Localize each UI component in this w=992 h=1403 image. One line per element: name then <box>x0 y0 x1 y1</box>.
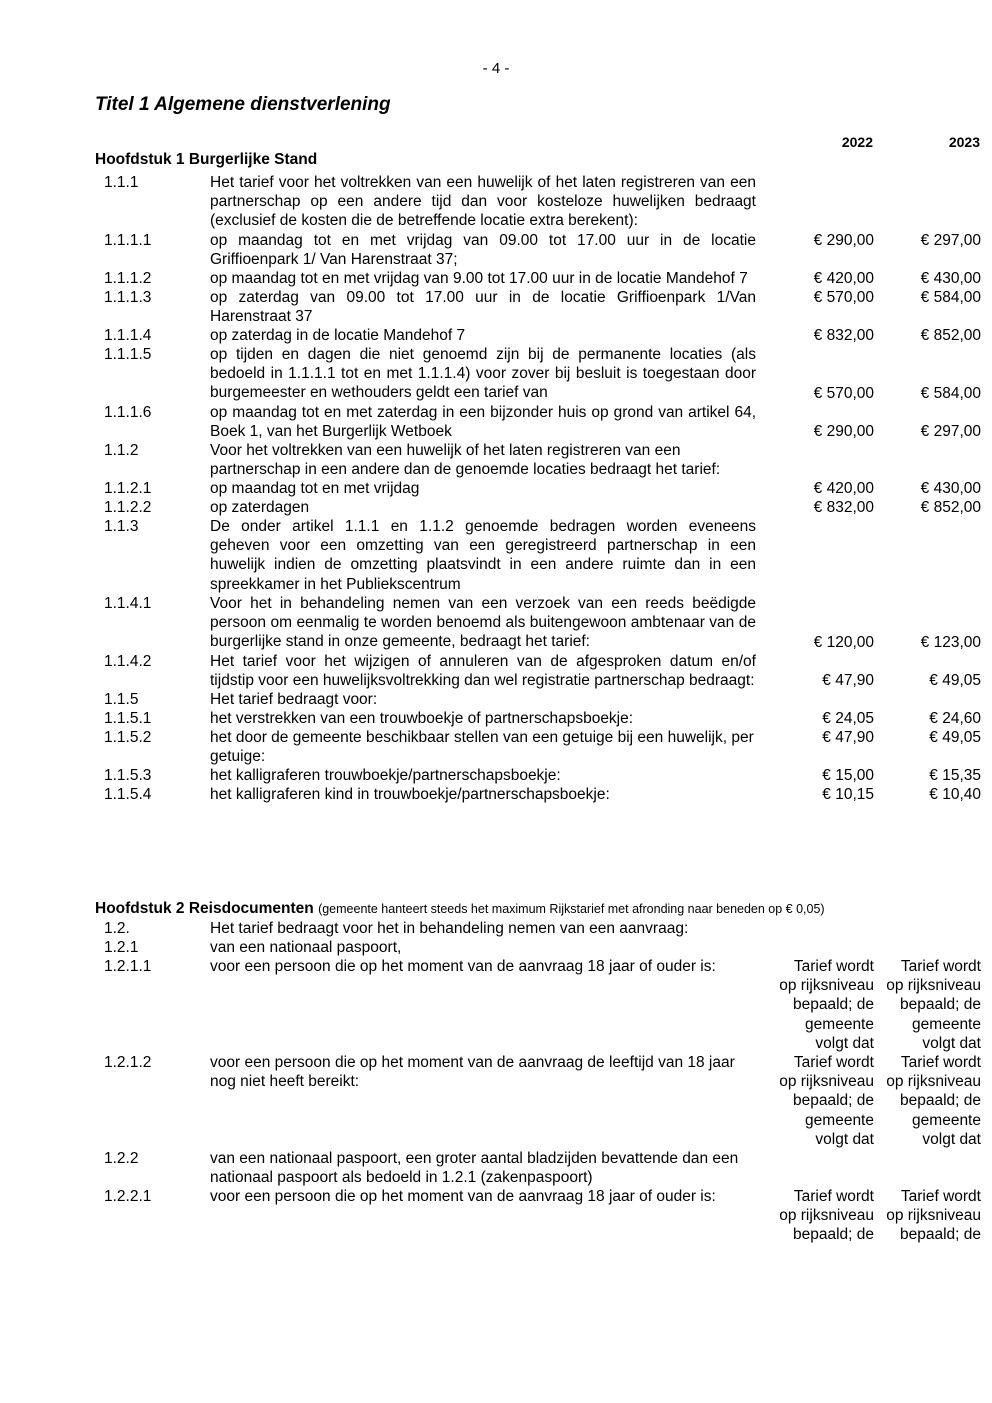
tariff-2022: € 120,00 <box>813 633 874 651</box>
tariff-2023: Tarief wordt op rijksniveau bepaald; de gemeente volgt dat <box>886 958 981 1052</box>
article-number: 1.1.4.2 <box>104 653 152 670</box>
tariff-2022: € 420,00 <box>813 270 874 287</box>
article-text: op zaterdagen <box>210 499 310 516</box>
chapter-1-table <box>0 173 992 804</box>
chapter-1-heading: Hoofdstuk 1 Burgerlijke Stand <box>95 151 318 168</box>
tariff-2022: € 570,00 <box>813 384 874 402</box>
tariff-2023: € 24,60 <box>929 710 981 727</box>
tariff-row <box>0 345 992 403</box>
article-text: De onder artikel 1.1.1 en 1.1.2 genoemde bedragen worden eveneens geheven voor een omzetting van een geregistreerd partnerschap in een huwelijk indien de omzetting plaatsvindt in een andere ruimte dan in een spreekkamer in het Publiekscentrum <box>210 518 756 593</box>
article-number: 1.1.2 <box>104 442 139 459</box>
article-number: 1.2. <box>104 920 130 937</box>
article-text: Het tarief bedraagt voor het in behandeling nemen van een aanvraag: <box>210 920 689 937</box>
article-text: op maandag tot en met vrijdag van 9.00 tot 17.00 uur in de locatie Mandehof 7 <box>210 270 748 287</box>
tariff-2023: € 584,00 <box>920 289 981 306</box>
tariff-2022: € 15,00 <box>822 767 874 784</box>
tariff-row <box>0 1053 992 1149</box>
tariff-row <box>0 173 992 231</box>
tariff-row <box>0 919 992 938</box>
article-number: 1.1.1.4 <box>104 327 152 344</box>
article-text: op zaterdag van 09.00 tot 17.00 uur in de locatie Griffioenpark 1/Van Harenstraat 37 <box>210 289 756 326</box>
tariff-row <box>0 766 992 785</box>
article-number: 1.2.2 <box>104 1150 139 1167</box>
article-number: 1.2.2.1 <box>104 1188 152 1205</box>
article-number: 1.1.1.2 <box>104 270 152 287</box>
tariff-2023: Tarief wordt op rijksniveau bepaald; de gemeente volgt dat <box>886 1054 981 1148</box>
tariff-2022: € 47,90 <box>822 671 874 689</box>
tariff-row <box>0 269 992 288</box>
chapter-2-title: Hoofdstuk 2 Reisdocumenten <box>95 900 314 917</box>
article-number: 1.1.5.2 <box>104 729 152 746</box>
article-number: 1.1.1.6 <box>104 404 152 421</box>
tariff-2022: € 24,05 <box>822 710 874 727</box>
tariff-row <box>0 403 992 441</box>
tariff-2023: € 584,00 <box>920 384 981 402</box>
tariff-2023: € 430,00 <box>920 480 981 497</box>
tariff-2023: Tarief wordt op rijksniveau bepaald; de <box>886 1188 981 1244</box>
article-number: 1.2.1.2 <box>104 1054 152 1071</box>
tariff-2022: € 832,00 <box>813 327 874 344</box>
tariff-row <box>0 441 992 479</box>
article-text: het kalligraferen kind in trouwboekje/partnerschapsboekje: <box>210 786 610 803</box>
chapter-2-heading <box>95 900 825 918</box>
chapter-2-table <box>0 919 992 1245</box>
article-text: voor een persoon die op het moment van de aanvraag de leeftijd van 18 jaar nog niet heeft bereikt: <box>210 1054 735 1091</box>
article-number: 1.1.4.1 <box>104 595 152 612</box>
year-header-2023: 2023 <box>948 134 980 150</box>
tariff-2022: Tarief wordt op rijksniveau bepaald; de gemeente volgt dat <box>779 1054 874 1148</box>
article-text: Voor het in behandeling nemen van een verzoek van een reeds beëdigde persoon om eenmalig te worden benoemd als buitengewoon ambtenaar van de burgerlijke stand in onze gemeente, bedraagt het tarief: <box>210 595 756 651</box>
tariff-2023: € 852,00 <box>920 327 981 344</box>
article-text: Het tarief voor het voltrekken van een huwelijk of het laten registreren van een partnerschap op een andere tijd dan voor kosteloze huwelijken bedraagt (exclusief de kosten die de betreffende locatie extra berekent): <box>210 174 756 230</box>
article-text: voor een persoon die op het moment van de aanvraag 18 jaar of ouder is: <box>210 958 716 975</box>
tariff-2023: € 10,40 <box>929 786 981 803</box>
article-number: 1.1.5.1 <box>104 710 152 727</box>
tariff-2023: € 49,05 <box>929 671 981 689</box>
article-number: 1.1.2.1 <box>104 480 152 497</box>
tariff-row <box>0 728 992 766</box>
article-number: 1.1.5.3 <box>104 767 152 784</box>
article-text: op maandag tot en met vrijdag van 09.00 tot 17.00 uur in de locatie Griffioenpark 1/ Van Harenstraat 37; <box>210 232 756 269</box>
tariff-2023: € 297,00 <box>920 232 981 249</box>
page-title: Titel 1 Algemene dienstverlening <box>95 94 391 115</box>
tariff-row <box>0 1187 992 1245</box>
tariff-2023: € 15,35 <box>929 767 981 784</box>
tariff-row <box>0 479 992 498</box>
article-text: het door de gemeente beschikbaar stellen van een getuige bij een huwelijk, per getuige: <box>210 729 754 766</box>
tariff-2022: Tarief wordt op rijksniveau bepaald; de gemeente volgt dat <box>779 958 874 1052</box>
article-number: 1.2.1 <box>104 939 139 956</box>
tariff-2023: € 123,00 <box>920 633 981 651</box>
article-text: van een nationaal paspoort, een groter aantal bladzijden bevattende dan een nationaal paspoort als bedoeld in 1.2.1 (zakenpaspoort) <box>210 1150 739 1187</box>
article-text: Het tarief voor het wijzigen of annuleren van de afgesproken datum en/of tijdstip voor een huwelijksvoltrekking dan wel registratie partnerschap bedraagt: <box>210 653 756 690</box>
tariff-row <box>0 938 992 957</box>
article-text: voor een persoon die op het moment van de aanvraag 18 jaar of ouder is: <box>210 1188 716 1205</box>
tariff-2022: € 420,00 <box>813 480 874 497</box>
tariff-row <box>0 594 992 652</box>
article-number: 1.2.1.1 <box>104 958 152 975</box>
article-text: het verstrekken van een trouwboekje of partnerschapsboekje: <box>210 710 634 727</box>
article-number: 1.1.1.3 <box>104 289 152 306</box>
article-number: 1.1.2.2 <box>104 499 152 516</box>
tariff-row <box>0 957 992 1053</box>
tariff-row <box>0 288 992 326</box>
article-text: het kalligraferen trouwboekje/partnerschapsboekje: <box>210 767 561 784</box>
article-number: 1.1.1.1 <box>104 232 152 249</box>
tariff-2023: € 297,00 <box>920 422 981 440</box>
tariff-row <box>0 785 992 804</box>
year-header-2022: 2022 <box>841 134 873 150</box>
tariff-row <box>0 1149 992 1187</box>
tariff-row <box>0 231 992 269</box>
chapter-2-note: (gemeente hanteert steeds het maximum Rijkstarief met afronding naar beneden op € 0,05) <box>318 902 825 916</box>
article-text: Voor het voltrekken van een huwelijk of het laten registreren van een partnerschap in een andere dan de genoemde locaties bedraagt het tarief: <box>210 442 721 479</box>
tariff-2022: Tarief wordt op rijksniveau bepaald; de <box>779 1188 874 1244</box>
tariff-2022: € 47,90 <box>822 729 874 746</box>
article-number: 1.1.1.5 <box>104 346 152 363</box>
tariff-2023: € 852,00 <box>920 499 981 516</box>
tariff-row <box>0 652 992 690</box>
page-number: - 4 - <box>482 60 510 77</box>
tariff-2023: € 49,05 <box>929 729 981 746</box>
tariff-2022: € 10,15 <box>822 786 874 803</box>
tariff-2022: € 832,00 <box>813 499 874 516</box>
tariff-row <box>0 326 992 345</box>
tariff-2022: € 570,00 <box>813 289 874 306</box>
tariff-2022: € 290,00 <box>813 422 874 440</box>
tariff-2023: € 430,00 <box>920 270 981 287</box>
article-number: 1.1.1 <box>104 174 139 191</box>
article-text: van een nationaal paspoort, <box>210 939 402 956</box>
tariff-2022: € 290,00 <box>813 232 874 249</box>
article-text: op tijden en dagen die niet genoemd zijn bij de permanente locaties (als bedoeld in 1.1.1.1 tot en met 1.1.1.4) voor zover bij besluit is toegestaan door burgemeester en wethouders geldt een tarief van <box>210 346 756 402</box>
article-text: op maandag tot en met zaterdag in een bijzonder huis op grond van artikel 64, Boek 1, van het Burgerlijk Wetboek <box>210 404 756 441</box>
tariff-row <box>0 498 992 517</box>
article-number: 1.1.5 <box>104 691 139 708</box>
article-number: 1.1.3 <box>104 518 139 535</box>
tariff-row <box>0 690 992 709</box>
tariff-row <box>0 517 992 594</box>
article-text: op maandag tot en met vrijdag <box>210 480 420 497</box>
tariff-row <box>0 709 992 728</box>
article-text: op zaterdag in de locatie Mandehof 7 <box>210 327 466 344</box>
article-number: 1.1.5.4 <box>104 786 152 803</box>
article-text: Het tarief bedraagt voor: <box>210 691 378 708</box>
